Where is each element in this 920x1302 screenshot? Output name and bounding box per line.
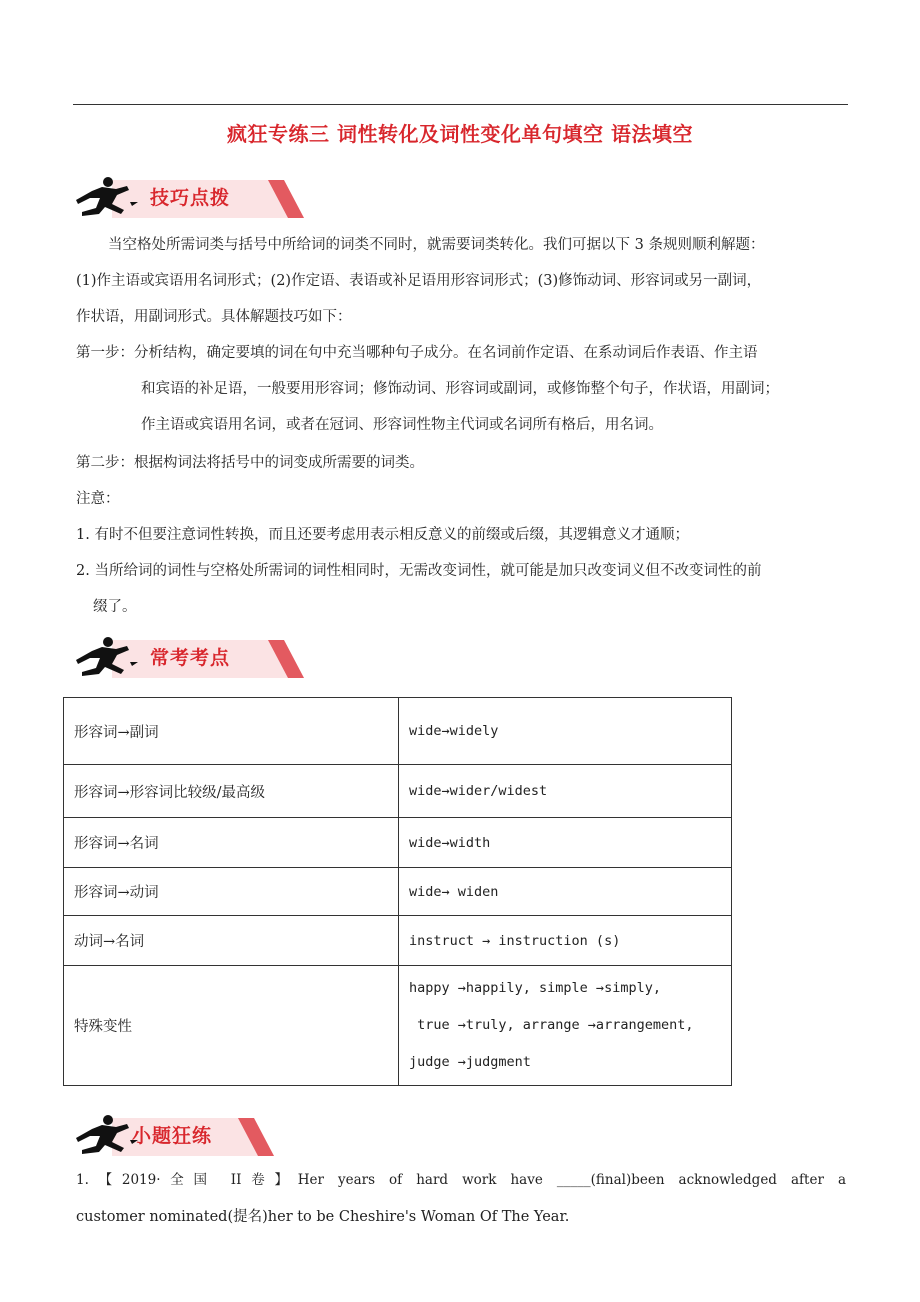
- tips-step1-line1: 第一步：分析结构，确定要填的词在句中充当哪种句子成分。在名词前作定语、在系动词后作表语、作主语: [76, 345, 758, 361]
- tips-intro: 当空格处所需词类与括号中所给词的词类不同时，就需要词类转化。我们可据以下 3 条规则顺利解题：: [108, 237, 765, 253]
- question-1-line1: [76, 1168, 846, 1188]
- section-title-tips: 技巧点拨: [150, 187, 231, 209]
- page-title: 疯狂专练三 词性转化及词性变化单句填空 语法填空: [227, 122, 693, 146]
- section-title-practice: 小题狂练: [132, 1125, 213, 1147]
- table-row: [64, 818, 732, 868]
- special-line: judge →judgment: [409, 1054, 531, 1070]
- table-cell-example: wide→wider/widest: [399, 765, 732, 818]
- table-cell-type: 特殊变性: [64, 966, 399, 1086]
- header-rule: [73, 104, 848, 105]
- table-cell-example: wide→width: [399, 818, 732, 868]
- special-line: true →truly, arrange →arrangement,: [409, 1017, 694, 1033]
- key-points-table: [63, 697, 732, 1086]
- question-1-line2: customer nominated(提名)her to be Cheshire's Woman Of The Year.: [76, 1209, 570, 1225]
- table-cell-type: 形容词→副词: [64, 698, 399, 765]
- tips-rules-line2: 作状语，用副词形式。具体解题技巧如下：: [76, 309, 352, 325]
- table-row: [64, 966, 732, 1086]
- tips-note-label: 注意：: [76, 491, 120, 507]
- table-cell-example: wide→widely: [399, 698, 732, 765]
- table-cell-type: 动词→名词: [64, 916, 399, 966]
- table-row: [64, 698, 732, 765]
- tips-note2-line1: 2. 当所给词的词性与空格处所需词的词性相同时，无需改变词性，就可能是加只改变词义但不改变词性的前: [76, 563, 762, 579]
- table-row: [64, 916, 732, 966]
- tips-step1-line2: 和宾语的补足语，一般要用形容词；修饰动词、形容词或副词，或修饰整个句子，作状语，用副词；: [141, 381, 779, 397]
- special-line: happy →happily, simple →simply,: [409, 980, 661, 996]
- table-cell-example: instruct → instruction (s): [399, 916, 732, 966]
- table-row: [64, 765, 732, 818]
- section-banner-practice: [72, 1112, 282, 1158]
- section-banner-points: [72, 634, 312, 680]
- table-cell-type: 形容词→形容词比较级/最高级: [64, 765, 399, 818]
- tips-note1: 1. 有时不但要注意词性转换，而且还要考虑用表示相反意义的前缀或后缀，其逻辑意义才通顺；: [76, 527, 689, 543]
- question-1-text: 1.【2019·全国 II卷】Her years of hard work have _____(final)been acknowledged after a: [76, 1172, 846, 1188]
- tips-step2: 第二步：根据构词法将括号中的词变成所需要的词类。: [76, 455, 424, 471]
- section-title-points: 常考考点: [150, 647, 231, 669]
- section-banner-tips: [72, 174, 312, 220]
- table-row: [64, 868, 732, 916]
- tips-rules-line1: (1)作主语或宾语用名词形式；(2)作定语、表语或补足语用形容词形式；(3)修饰动词、形容词或另一副词，: [76, 273, 762, 289]
- table-cell-type: 形容词→名词: [64, 818, 399, 868]
- tips-note2-line2: 缀了。: [93, 599, 137, 615]
- table-cell-example: [399, 966, 732, 1086]
- table-cell-type: 形容词→动词: [64, 868, 399, 916]
- tips-step1-line3: 作主语或宾语用名词，或者在冠词、形容词性物主代词或名词所有格后，用名词。: [141, 417, 663, 433]
- table-cell-example: wide→ widen: [399, 868, 732, 916]
